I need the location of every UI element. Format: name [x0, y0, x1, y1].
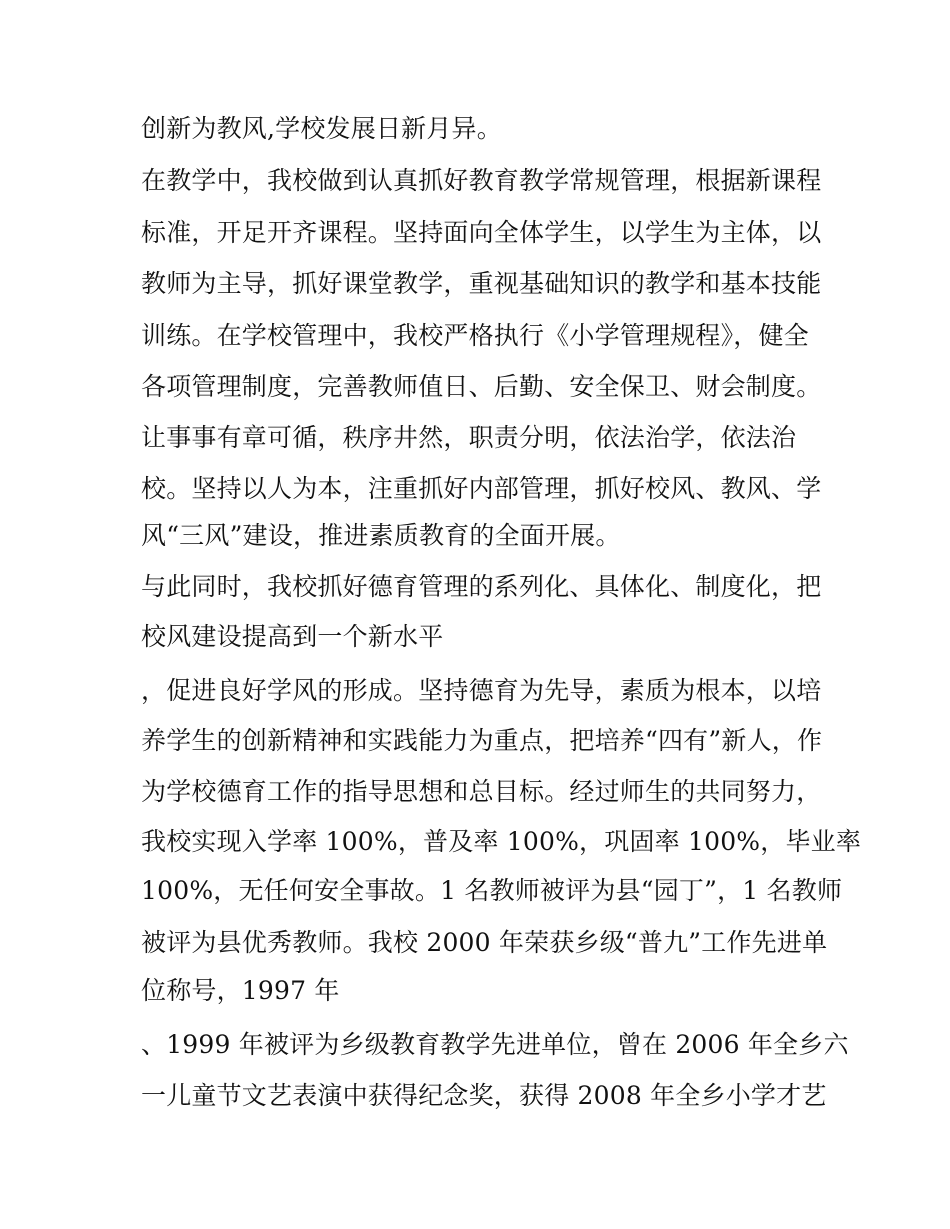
text-line: 为学校德育工作的指导思想和总目标。经过师生的共同努力，	[141, 777, 822, 806]
text-line: 让事事有章可循，秩序井然，职责分明，依法治学，依法治	[141, 423, 797, 452]
text-line: 校。坚持以人为本，注重抓好内部管理，抓好校风、教风、学	[141, 474, 822, 503]
text-line: 100%，无任何安全事故。1 名教师被评为县“园丁”，1 名教师	[141, 876, 843, 905]
text-line: ，促进良好学风的形成。坚持德育为先导，素质为根本，以培	[141, 676, 822, 705]
text-line: 创新为教风,学校发展日新月异。	[141, 114, 502, 143]
text-line: 一儿童节文艺表演中获得纪念奖，获得 2008 年全乡小学才艺	[141, 1081, 827, 1110]
text-line: 位称号，1997 年	[141, 976, 340, 1005]
text-line: 教师为主导，抓好课堂教学，重视基础知识的教学和基本技能	[141, 269, 822, 298]
text-line: 各项管理制度，完善教师值日、后勤、安全保卫、财会制度。	[141, 372, 822, 401]
text-line: 标准，开足开齐课程。坚持面向全体学生，以学生为主体，以	[141, 218, 822, 247]
text-line: 被评为县优秀教师。我校 2000 年荣获乡级“普九”工作先进单	[141, 928, 828, 957]
text-line: 我校实现入学率 100%，普及率 100%，巩固率 100%，毕业率	[141, 827, 862, 856]
text-line: 校风建设提高到一个新水平	[141, 622, 444, 651]
text-line: 养学生的创新精神和实践能力为重点，把培养“四有”新人，作	[141, 726, 823, 755]
text-line: 在教学中，我校做到认真抓好教育教学常规管理，根据新课程	[141, 166, 822, 195]
text-line: 训练。在学校管理中，我校严格执行《小学管理规程》，健全	[141, 321, 809, 350]
text-line: 、1999 年被评为乡级教育教学先进单位，曾在 2006 年全乡六	[141, 1030, 849, 1059]
text-line: 风“三风”建设，推进素质教育的全面开展。	[141, 521, 621, 550]
text-line: 与此同时，我校抓好德育管理的系列化、具体化、制度化，把	[141, 572, 822, 601]
